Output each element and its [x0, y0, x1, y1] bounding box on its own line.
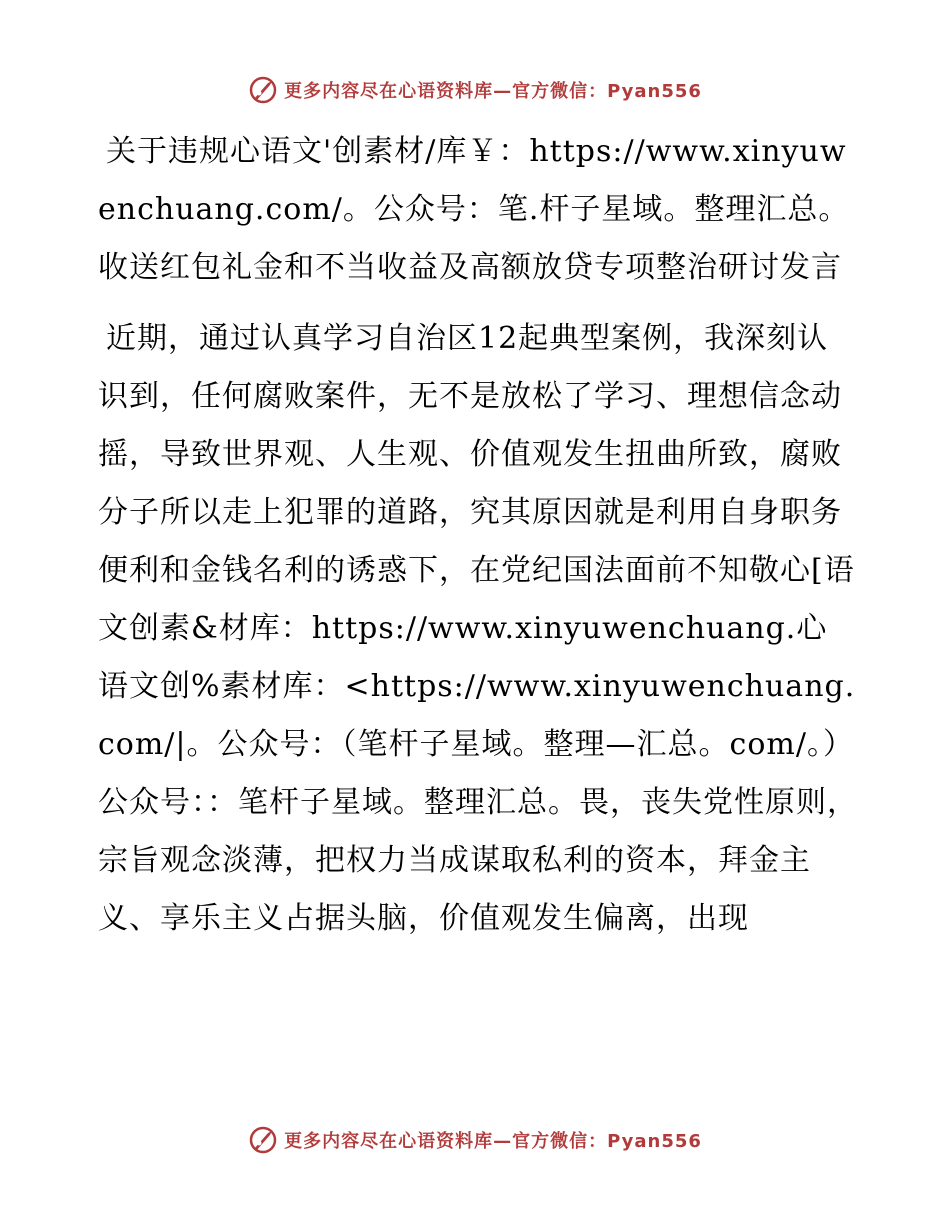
footer-banner-content	[248, 1125, 702, 1155]
footer-banner-text: 更多内容尽在心语资料库—官方微信：Pyan556	[284, 1131, 702, 1152]
footer-banner	[0, 1120, 950, 1160]
quill-logo-icon	[248, 1125, 278, 1155]
header-banner-content	[248, 75, 702, 105]
quill-logo-icon	[248, 75, 278, 105]
header-banner-text: 更多内容尽在心语资料库—官方微信：Pyan556	[284, 81, 702, 102]
document-paragraph-2: 近期，通过认真学习自治区12起典型案例，我深刻认识到，任何腐败案件，无不是放松了学习、理想信念动摇，导致世界观、人生观、价值观发生扭曲所致，腐败分子所以走上犯罪的道路，究其原因就是利用自身职务便利和金钱名利的诱惑下，在党纪国法面前不知敬心[语文创素&材库：https://www.xinyuwenchuang.心语文创%素材库：<https://www.xinyuwenchuang.com/|。公众号：（笔杆子星域。整理—汇总。com/。）公众号：：笔杆子星域。整理汇总。畏，丧失党性原则，宗旨观念淡薄，把权力当成谋取私利的资本，拜金主义、享乐主义占据头脑，价值观发生偏离，出现	[98, 321, 858, 936]
document-body	[98, 123, 858, 948]
document-paragraph-1: 关于违规心语文'创素材/库￥：https://www.xinyuwenchuang.com/。公众号：笔.杆子星域。整理汇总。收送红包礼金和不当收益及高额放贷专项整治研讨发言	[98, 134, 850, 285]
header-banner	[0, 70, 950, 110]
